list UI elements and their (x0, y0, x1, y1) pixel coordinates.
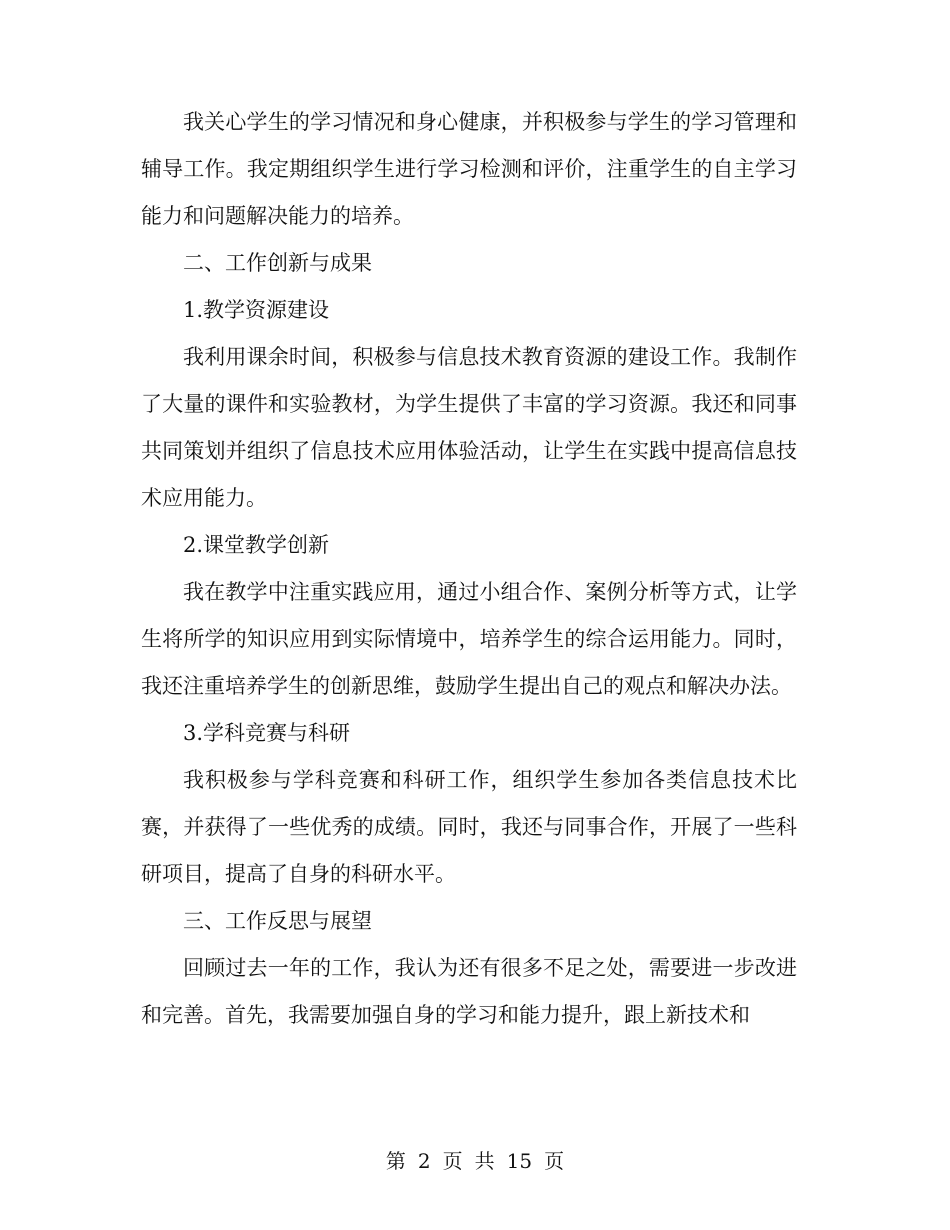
paragraph-competition-research: 我积极参与学科竞赛和科研工作，组织学生参加各类信息技术比赛，并获得了一些优秀的成绩。同时，我还与同事合作，开展了一些科研项目，提高了自身的科研水平。 (141, 768, 797, 886)
footer-total-pages: 15 (506, 1149, 533, 1173)
footer-label-ye2: 页 (544, 1149, 565, 1173)
footer-page-number: 2 (417, 1149, 431, 1173)
subheading-teaching-resources: 1.教学资源建设 (183, 298, 330, 322)
page-content (141, 99, 797, 1039)
footer-label-ye: 页 (442, 1149, 463, 1173)
paragraph-teaching-resources: 我利用课余时间，积极参与信息技术教育资源的建设工作。我制作了大量的课件和实验教材，为学生提供了丰富的学习资源。我还和同事共同策划并组织了信息技术应用体验活动，让学生在实践中提高信息技术应用能力。 (141, 345, 797, 510)
subheading-competition-research: 3.学科竞赛与科研 (183, 721, 351, 745)
footer-label-di: 第 (385, 1149, 406, 1173)
footer-label-gong: 共 (474, 1149, 495, 1173)
paragraph-student-care: 我关心学生的学习情况和身心健康，并积极参与学生的学习管理和辅导工作。我定期组织学生进行学习检测和评价，注重学生的自主学习能力和问题解决能力的培养。 (141, 110, 797, 228)
section-heading-innovation: 二、工作创新与成果 (183, 251, 372, 275)
paragraph-classroom-innovation: 我在教学中注重实践应用，通过小组合作、案例分析等方式，让学生将所学的知识应用到实际情境中，培养学生的综合运用能力。同时，我还注重培养学生的创新思维，鼓励学生提出自己的观点和解决办法。 (141, 580, 797, 698)
page-footer (0, 1146, 950, 1176)
paragraph-reflection: 回顾过去一年的工作，我认为还有很多不足之处，需要进一步改进和完善。首先，我需要加强自身的学习和能力提升，跟上新技术和 (141, 956, 797, 1027)
subheading-classroom-innovation: 2.课堂教学创新 (183, 533, 330, 557)
section-heading-reflection: 三、工作反思与展望 (183, 909, 372, 933)
